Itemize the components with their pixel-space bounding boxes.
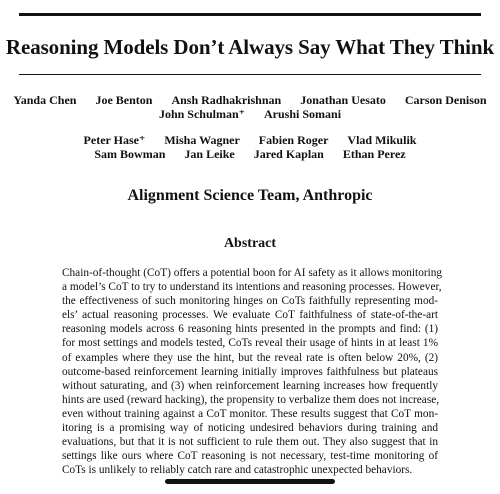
- author-row-4: [0, 147, 500, 161]
- abstract-text: [62, 266, 443, 477]
- author-name: Jared Kaplan: [253, 147, 324, 161]
- abstract-line: settings like ours where CoT reasoning is not necessary, test-time monitoring of: [62, 450, 438, 463]
- abstract-line: of examples where they use the hint, but the reveal rate is often below 20%, (2): [62, 351, 438, 364]
- author-name: Jonathan Uesato: [300, 93, 386, 107]
- author-name: Carson Denison: [404, 93, 487, 107]
- abstract-line: the effectiveness of such monitoring hinges on CoTs faithfully representing mod-: [62, 295, 438, 308]
- abstract-line: els’ actual reasoning processes. We evaluate CoT faithfulness of state-of-the-art: [62, 309, 438, 322]
- abstract-line: CoTs is unlikely to reliably catch rare and catastrophic unexpected behaviors.: [62, 464, 413, 477]
- author-name: John Schulman⁺: [158, 107, 245, 121]
- author-name: Arushi Somani: [264, 107, 342, 121]
- paper-title: Reasoning Models Don’t Always Say What They Think: [5, 35, 495, 59]
- author-block-2: [0, 133, 500, 161]
- author-block-1: [0, 93, 500, 121]
- abstract-heading: Abstract: [223, 236, 277, 251]
- author-name: Vlad Mikulik: [347, 133, 417, 147]
- author-name: Ethan Perez: [342, 147, 406, 161]
- author-name: Jan Leike: [184, 147, 235, 161]
- author-row-1: [0, 93, 500, 107]
- abstract-line: reasoning models across 6 reasoning hints presented in the prompts and find: (1): [62, 323, 438, 336]
- abstract-line: Chain-of-thought (CoT) offers a potential boon for AI safety as it allows monitoring: [62, 267, 443, 279]
- abstract-line: itoring is a promising way of noticing undesired behaviors during training and: [62, 422, 438, 435]
- title-bottom-rule: [19, 74, 481, 75]
- author-name: Misha Wagner: [164, 133, 240, 147]
- author-row-3: [0, 133, 500, 147]
- abstract-line: evaluations, but that it is not sufficient to rule them out. They also suggest that in: [62, 436, 438, 449]
- abstract-line: for most settings and models tested, CoTs reveal their usage of hints in at least 1%: [62, 337, 438, 350]
- author-name: Yanda Chen: [13, 93, 77, 107]
- author-name: Peter Hase⁺: [83, 133, 146, 147]
- abstract-line: hints are used (reward hacking), the propensity to verbalize them does not increase,: [62, 393, 440, 406]
- title-top-rule: [19, 13, 481, 16]
- author-name: Sam Bowman: [94, 147, 166, 161]
- home-indicator-bar[interactable]: [165, 479, 335, 484]
- author-name: Ansh Radhakrishnan: [171, 93, 282, 107]
- abstract-line: outcome-based reinforcement learning initially improves faithfulness but plateaus: [62, 365, 438, 378]
- abstract-line: a model’s CoT to try to understand its intentions and reasoning processes. However,: [62, 281, 442, 294]
- abstract-line: without saturating, and (3) when reinforcement learning increases how frequently: [62, 379, 438, 392]
- author-name: Joe Benton: [95, 93, 153, 107]
- affiliation: Alignment Science Team, Anthropic: [127, 187, 373, 204]
- author-name: Fabien Roger: [258, 133, 329, 147]
- abstract-line: even without training against a CoT monitor. These results suggest that CoT mon-: [62, 407, 438, 420]
- author-row-2: [0, 107, 500, 121]
